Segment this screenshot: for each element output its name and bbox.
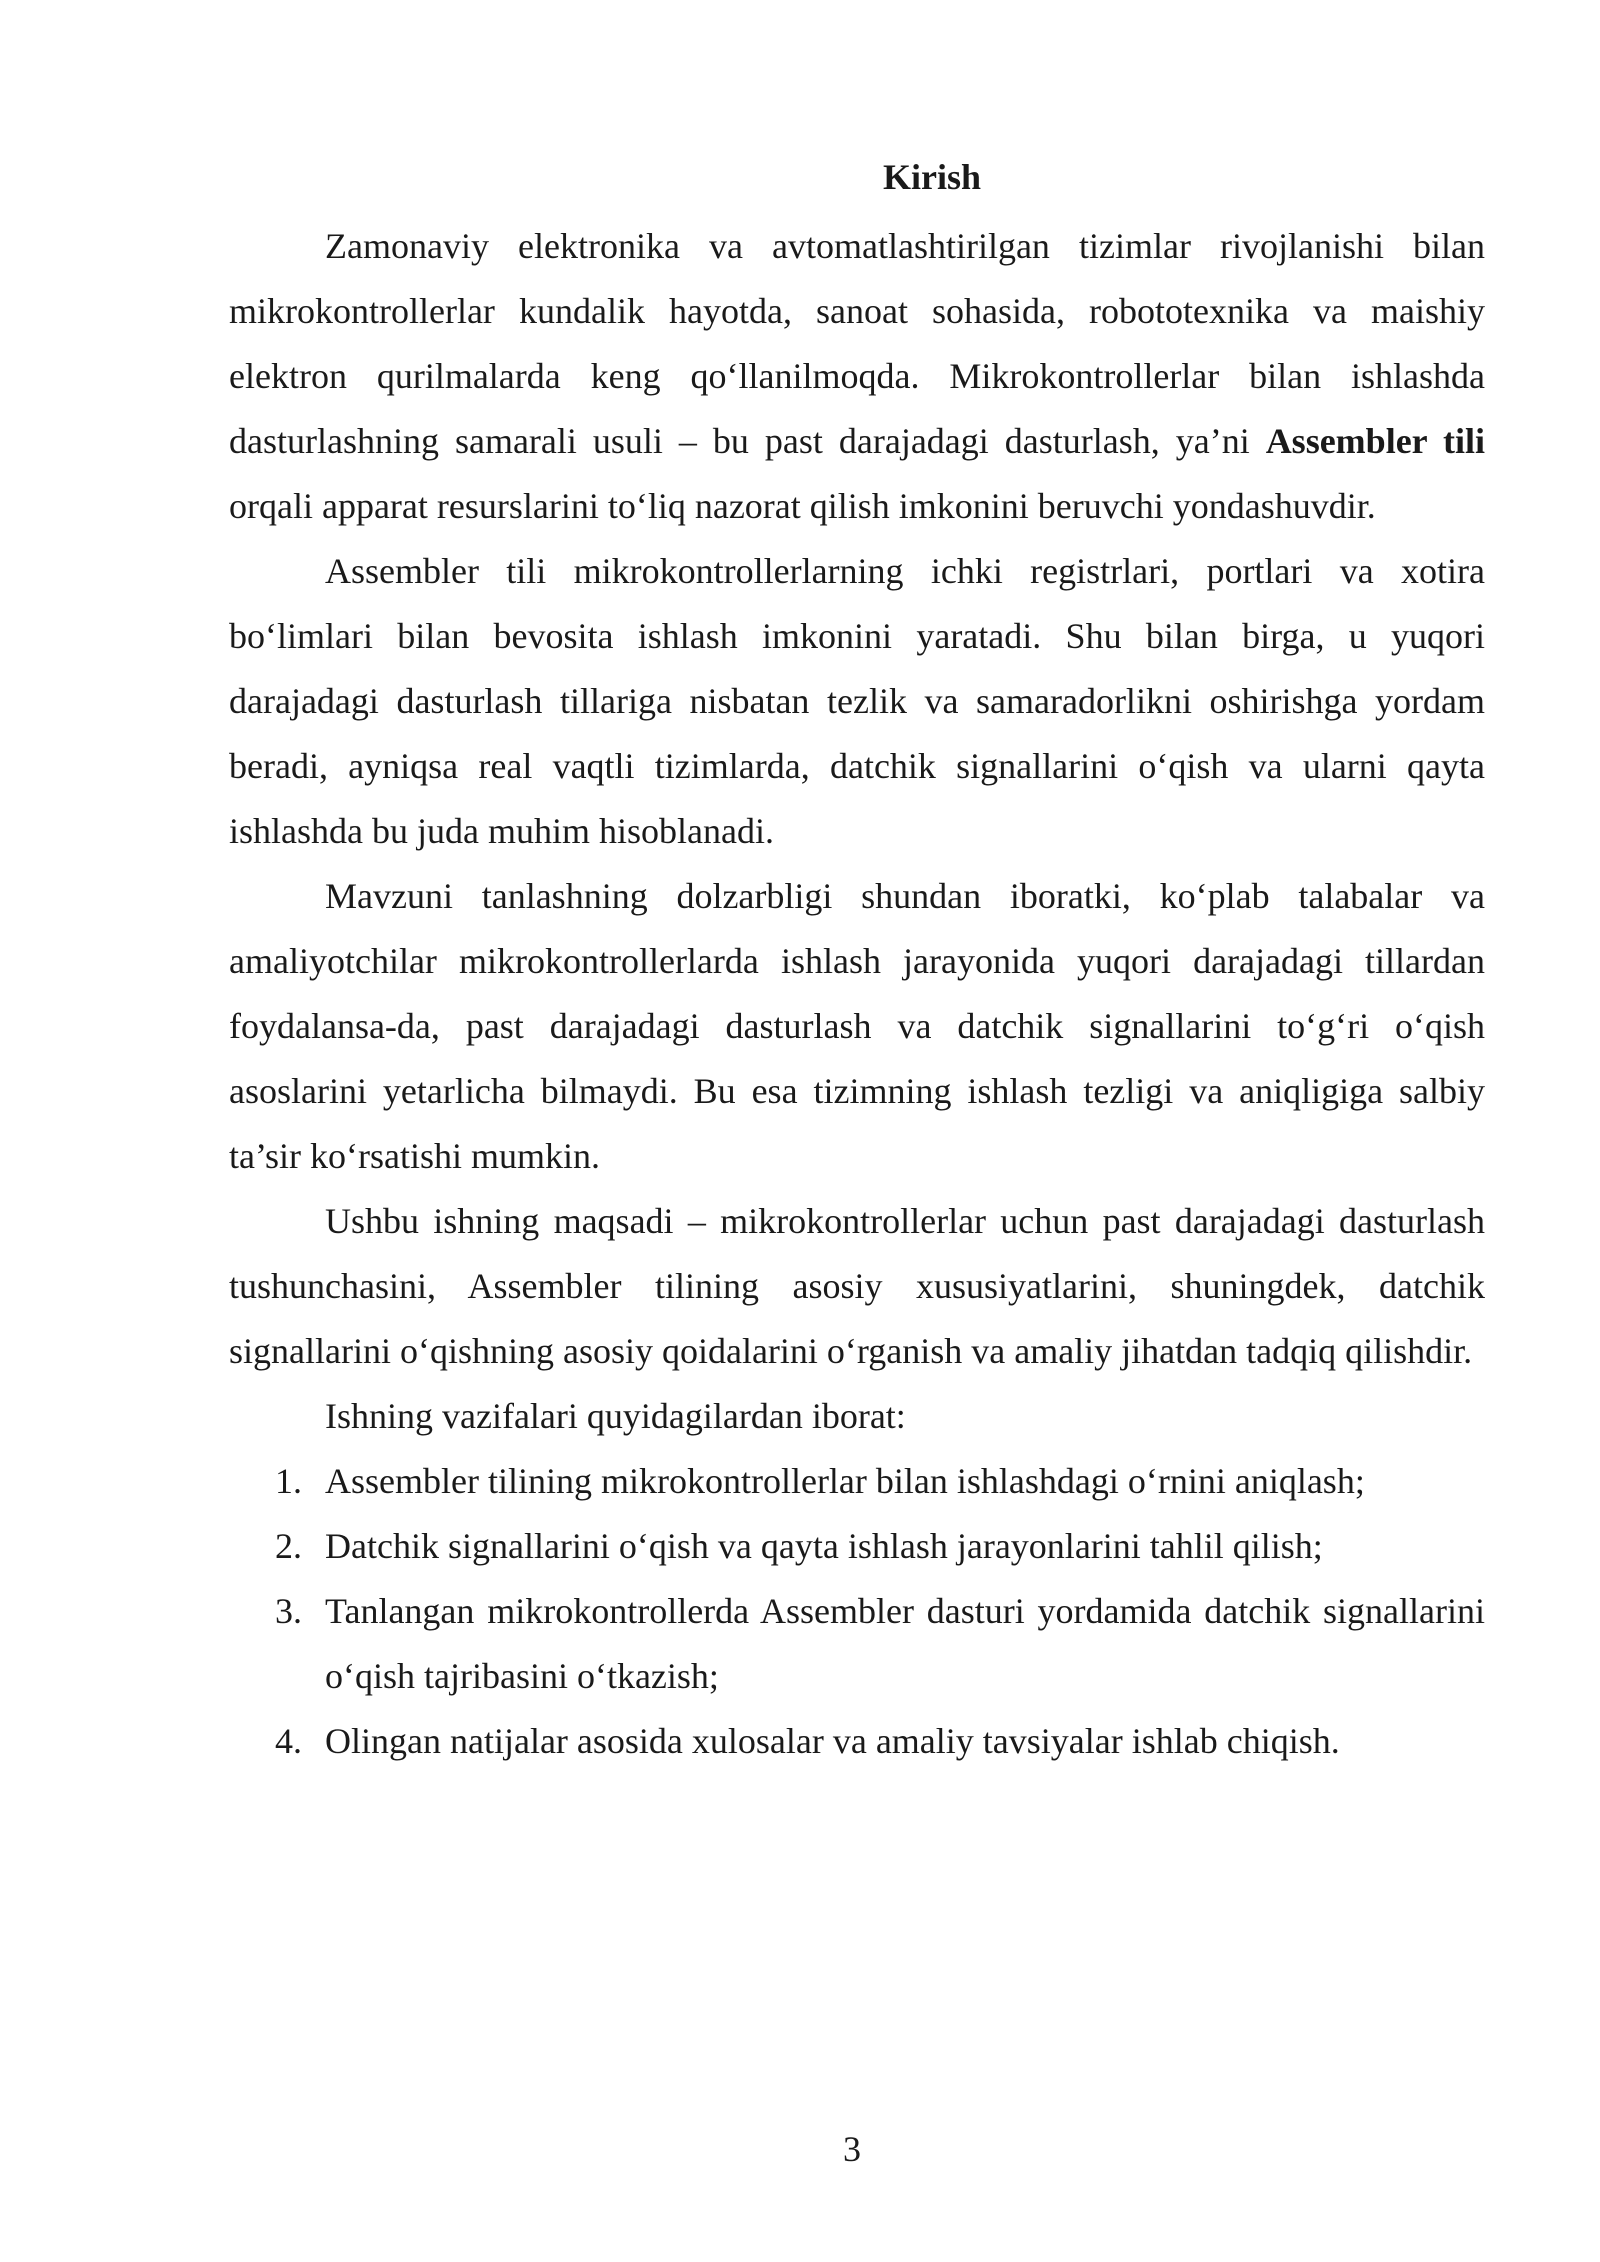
- page-number: 3: [843, 2129, 861, 2169]
- paragraph-intro-text: Zamonaviy elektronika va avtomatlashtirilgan tizimlar rivojlanishi bilan mikrokontrollerlar kundalik hayotda, sanoat sohasida, robototexnika va maishiy elektron qurilmalarda keng qo‘llanilmoqda. Mikrokontrollerlar bilan ishlashda dasturlashning samarali usuli – bu past darajadagi dasturlash, ya’ni: [229, 226, 1485, 461]
- list-item: [229, 1449, 1485, 1514]
- list-item-number: 2.: [275, 1526, 302, 1566]
- list-item-number: 3.: [275, 1591, 302, 1631]
- section-title: Kirish: [882, 157, 981, 197]
- list-item-text: Olingan natijalar asosida xulosalar va amaliy tavsiyalar ishlab chiqish.: [325, 1721, 1340, 1761]
- tasks-intro: Ishning vazifalari quyidagilardan iborat:: [325, 1396, 906, 1436]
- list-item: [229, 1514, 1485, 1579]
- list-item-text: Datchik signallarini o‘qish va qayta ishlash jarayonlarini tahlil qilish;: [325, 1526, 1323, 1566]
- list-item: [229, 1709, 1485, 1774]
- list-item-text: Assembler tilining mikrokontrollerlar bilan ishlashdagi o‘rnini aniqlash;: [325, 1461, 1365, 1501]
- paragraph-relevance: Mavzuni tanlashning dolzarbligi shundan iboratki, ko‘plab talabalar va amaliyotchilar mikrokontrollerlarda ishlash jarayonida yuqori darajadagi tillardan foydalansa-da, past darajadagi dasturlash va datchik signallarini to‘g‘ri o‘qish asoslarini yetarlicha bilmaydi. Bu esa tizimning ishlash tezligi va aniqligiga salbiy ta’sir ko‘rsatishi mumkin.: [229, 876, 1485, 1176]
- task-list: [229, 1449, 1485, 1774]
- paragraph-intro-text-end: orqali apparat resurslarini to‘liq nazorat qilish imkonini beruvchi yondashuvdir.: [229, 486, 1376, 526]
- page-content: [229, 150, 1485, 1774]
- paragraph-assembler: Assembler tili mikrokontrollerlarning ichki registrlari, portlari va xotira bo‘limlari bilan bevosita ishlash imkonini yaratadi. Shu bilan birga, u yuqori darajadagi dasturlash tillariga nisbatan tezlik va samaradorlikni oshirishga yordam beradi, ayniqsa real vaqtli tizimlarda, datchik signallarini o‘qish va ularni qayta ishlashda bu juda muhim hisoblanadi.: [229, 551, 1485, 851]
- list-item-number: 1.: [275, 1461, 302, 1501]
- list-item-number: 4.: [275, 1721, 302, 1761]
- list-item: [229, 1579, 1485, 1709]
- paragraph-intro: [229, 214, 1485, 539]
- paragraph-goal: Ushbu ishning maqsadi – mikrokontrollerlar uchun past darajadagi dasturlash tushunchasini, Assembler tilining asosiy xususiyatlarini, shuningdek, datchik signallarini o‘qishning asosiy qoidalarini o‘rganish va amaliy jihatdan tadqiq qilishdir.: [229, 1201, 1485, 1371]
- list-item-text: Tanlangan mikrokontrollerda Assembler dasturi yordamida datchik signallarini o‘qish tajribasini o‘tkazish;: [325, 1591, 1485, 1696]
- paragraph-intro-bold: Assembler tili: [1265, 421, 1485, 461]
